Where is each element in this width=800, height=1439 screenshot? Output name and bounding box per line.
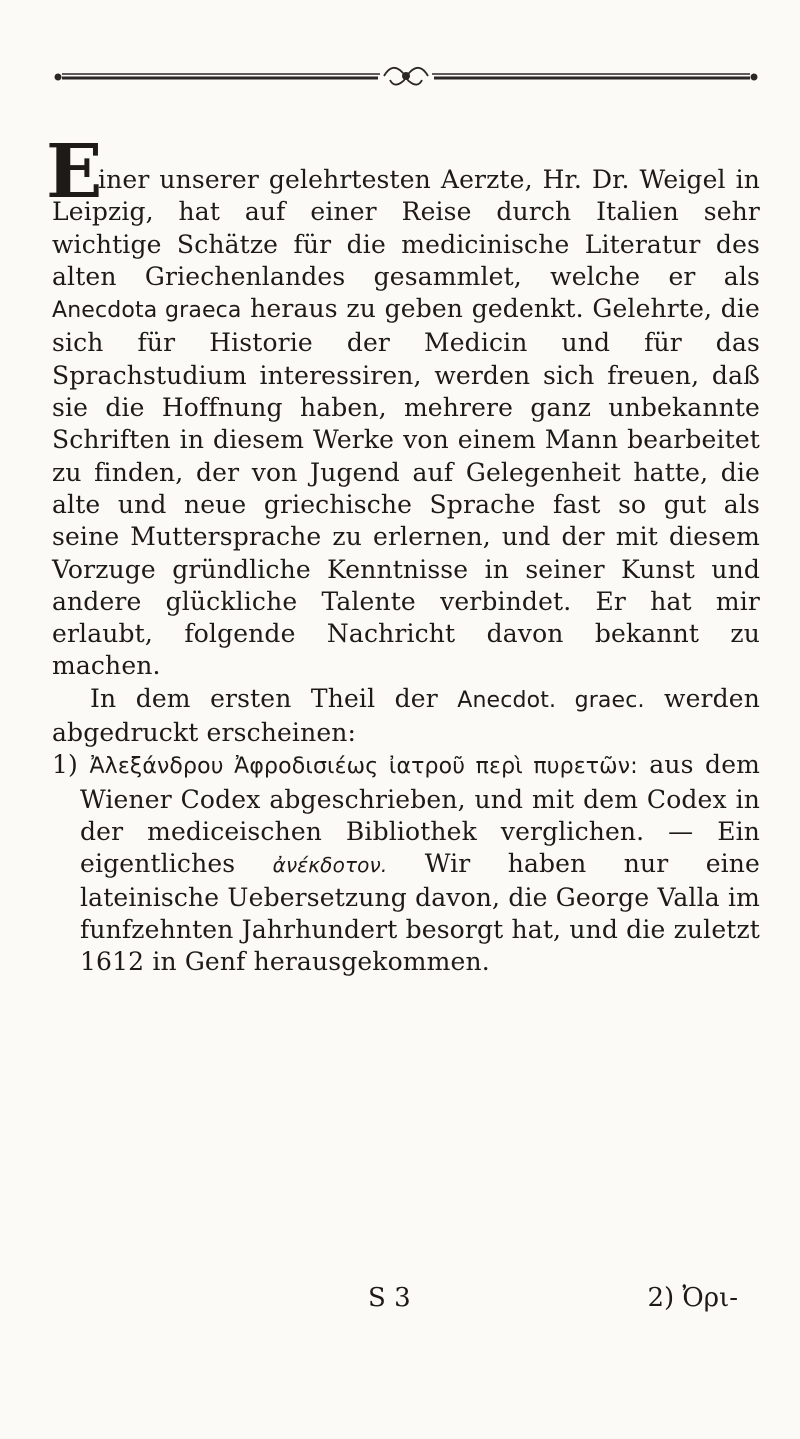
list-item: [52, 749, 760, 978]
paragraph-contents-b: werden abgedruckt erscheinen:: [52, 683, 760, 748]
anecdota-title: Anecdota graeca: [52, 298, 242, 324]
signature-mark: S 3: [368, 1283, 411, 1313]
paragraph-intro-text: iner unserer gelehrtesten Aerzte, Hr. Dr. Weigel in Leipzig, hat auf einer Reise durch Italien sehr wichtige Schätze für die medicinische Literatur des alten Griechenlandes gesammlet, welche er als: [52, 165, 760, 291]
item-number: 1): [52, 750, 78, 780]
drop-cap: E: [46, 129, 103, 215]
greek-title: Ἀλεξάνδρου Ἀφροδισιέως ἰατροῦ περὶ πυρετῶν:: [89, 754, 638, 780]
header-ornament: [52, 52, 760, 104]
main-text: [52, 164, 760, 978]
paragraph-intro: [52, 164, 760, 683]
item-description: aus dem Wiener Codex abgeschrieben, und mit dem Codex in der mediceischen Bibliothek verglichen. — Ein eigentliches: [80, 750, 761, 879]
paragraph-intro-text-b: heraus zu geben gedenkt. Gelehrte, die sich für Historie der Medicin und für das Sprachstudium interessiren, werden sich freuen, daß sie die Hoffnung haben, mehrere ganz unbekannte Schriften in diesem Werke von einem Mann bearbeitet zu finden, der von Jugend auf Gelegenheit hatte, die alte und neue griechische Sprache fast so gut als seine Muttersprache zu erlernen, und der mit diesem Vorzuge gründliche Kenntnisse in seiner Kunst und andere glückliche Talente verbindet. Er hat mir erlaubt, folgende Nachricht davon bekannt zu machen.: [52, 294, 760, 681]
page-footer: [52, 1283, 760, 1323]
catchword: 2) Ὀρι-: [647, 1283, 738, 1313]
paragraph-contents: [52, 683, 760, 750]
item-description-b: Wir haben nur eine lateinische Uebersetzung davon, die George Valla im funfzehnten Jahrhundert besorgt hat, und die zuletzt 1612 in Genf herausgekommen.: [80, 849, 760, 977]
greek-term: ἀνέκδοτον.: [272, 853, 388, 878]
anecdota-short-title: Anecdot. graec.: [457, 687, 645, 713]
paragraph-contents-a: In dem ersten Theil der: [90, 683, 458, 713]
